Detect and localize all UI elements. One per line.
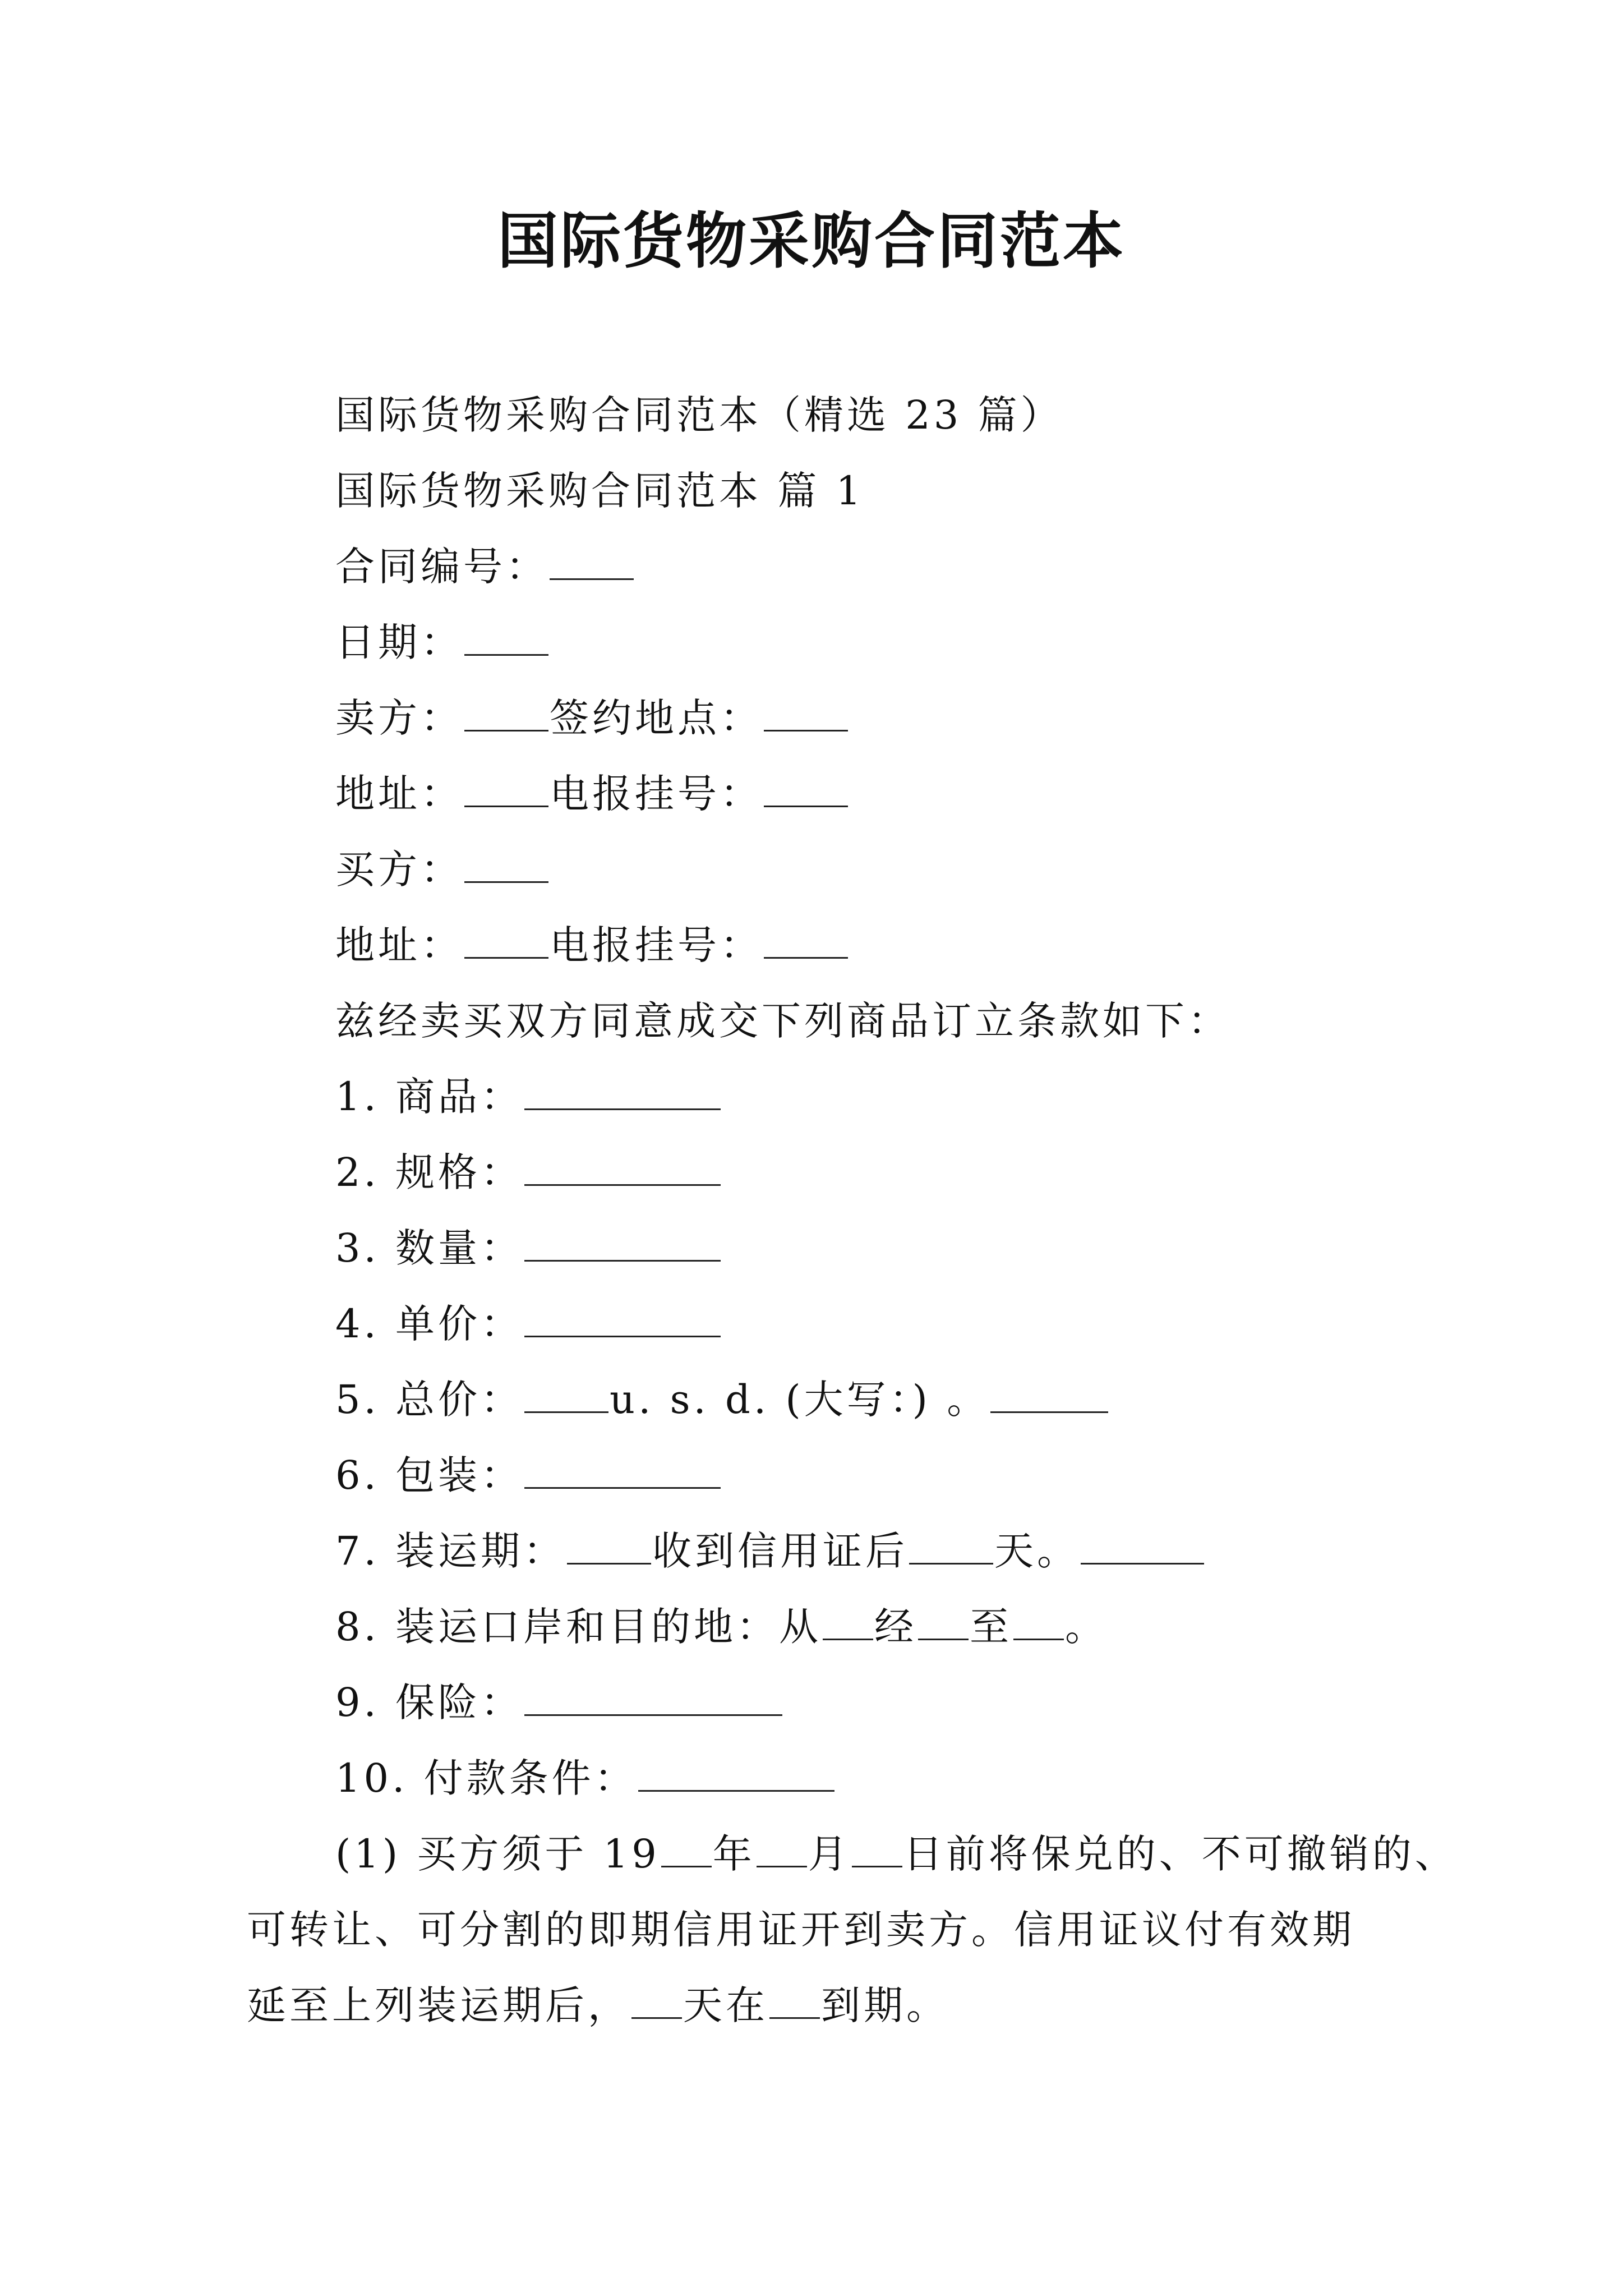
payment-paragraph-line-3 <box>247 1977 949 2033</box>
seller-blank <box>464 694 548 731</box>
payment-paragraph-line-2: 可转让、可分割的即期信用证开到卖方。信用证议付有效期 <box>247 1907 1355 1953</box>
clause-blank <box>823 1603 873 1640</box>
contract-number-label: 合同编号： <box>335 544 548 590</box>
payment-paragraph-line-1 <box>335 1826 1458 1882</box>
clause-label: 7. 装运期： <box>335 1528 566 1574</box>
seller-telegraph-label: 电报挂号： <box>550 771 763 817</box>
seller-address-line <box>335 766 849 822</box>
buyer-address-label: 地址： <box>335 922 463 968</box>
buyer-blank <box>464 845 548 883</box>
clause-text: 。 <box>1065 1604 1108 1650</box>
seller-address-label: 地址： <box>335 771 463 817</box>
clause-blank <box>909 1527 993 1565</box>
contract-number-blank <box>550 542 634 580</box>
clause-packing <box>335 1447 722 1503</box>
buyer-telegraph-label: 电报挂号： <box>550 922 763 968</box>
clause-text: 天。 <box>994 1528 1080 1574</box>
clause-blank <box>524 1073 721 1110</box>
intro-line: 兹经卖买双方同意成交下列商品订立条款如下： <box>335 998 1230 1044</box>
clause-blank <box>524 1375 608 1413</box>
paragraph-text: 月 <box>808 1831 851 1877</box>
seller-address-blank <box>464 770 548 807</box>
signing-place-label: 签约地点： <box>550 695 763 741</box>
clause-label: 4. 单价： <box>335 1301 524 1347</box>
paragraph-blank <box>769 1981 820 2019</box>
date-label: 日期： <box>335 619 463 665</box>
clause-label: 8. 装运口岸和目的地：从 <box>335 1604 822 1650</box>
date-line <box>335 614 550 670</box>
clause-label: 6. 包装： <box>335 1452 524 1498</box>
buyer-telegraph-blank <box>764 921 848 959</box>
paragraph-blank <box>661 1830 712 1867</box>
clause-text: u. s. d. (大写：) 。 <box>610 1377 990 1423</box>
seller-telegraph-blank <box>764 770 848 807</box>
buyer-label: 买方： <box>335 846 463 892</box>
clause-blank <box>990 1375 1108 1413</box>
paragraph-blank <box>852 1830 902 1867</box>
clause-blank <box>1081 1527 1204 1565</box>
clause-blank <box>567 1527 651 1565</box>
document-title: 国际货物采购合同范本 <box>497 206 1126 277</box>
clause-label: 1. 商品： <box>335 1074 524 1120</box>
signing-place-blank <box>764 694 848 731</box>
clause-payment <box>335 1750 836 1806</box>
document-subtitle: 国际货物采购合同范本（精选 23 篇） <box>335 392 1063 438</box>
buyer-line <box>335 841 550 898</box>
date-blank <box>464 618 548 656</box>
clause-blank <box>638 1754 834 1792</box>
paragraph-text: 日前将保兑的、不可撤销的、 <box>903 1831 1458 1877</box>
clause-text: 至 <box>970 1604 1013 1650</box>
clause-blank <box>524 1224 721 1262</box>
clause-label: 2. 规格： <box>335 1149 524 1195</box>
clause-blank <box>524 1300 721 1337</box>
paragraph-text: 到期。 <box>821 1982 949 2028</box>
clause-blank <box>1013 1603 1064 1640</box>
paragraph-text: 天在 <box>683 1982 768 2028</box>
seller-line <box>335 690 849 746</box>
clause-blank <box>524 1451 721 1489</box>
clause-blank <box>524 1148 721 1186</box>
paragraph-text: 延至上列装运期后， <box>247 1982 630 2028</box>
paragraph-text: 年 <box>712 1831 755 1877</box>
clause-blank <box>918 1603 969 1640</box>
paragraph-text: (1) 买方须于 19 <box>335 1831 660 1877</box>
clause-total-price <box>335 1372 1109 1428</box>
paragraph-blank <box>757 1830 807 1867</box>
clause-label: 9. 保险： <box>335 1680 524 1726</box>
clause-blank <box>524 1678 782 1716</box>
clause-insurance <box>335 1674 783 1731</box>
clause-label: 5. 总价： <box>335 1377 524 1423</box>
section-heading: 国际货物采购合同范本 篇 1 <box>335 468 865 514</box>
clause-quantity <box>335 1220 722 1276</box>
seller-label: 卖方： <box>335 695 463 741</box>
clause-unit-price <box>335 1296 722 1352</box>
clause-label: 10. 付款条件： <box>335 1755 637 1801</box>
clause-label: 3. 数量： <box>335 1225 524 1271</box>
clause-specification <box>335 1144 722 1200</box>
buyer-address-blank <box>464 921 548 959</box>
clause-text: 收到信用证后 <box>652 1528 909 1574</box>
clause-port <box>335 1599 1108 1655</box>
paragraph-blank <box>631 1981 682 2019</box>
clause-text: 经 <box>874 1604 917 1650</box>
contract-number-line <box>335 539 635 595</box>
clause-commodity <box>335 1069 722 1125</box>
clause-shipment <box>335 1523 1205 1579</box>
buyer-address-line <box>335 917 849 973</box>
